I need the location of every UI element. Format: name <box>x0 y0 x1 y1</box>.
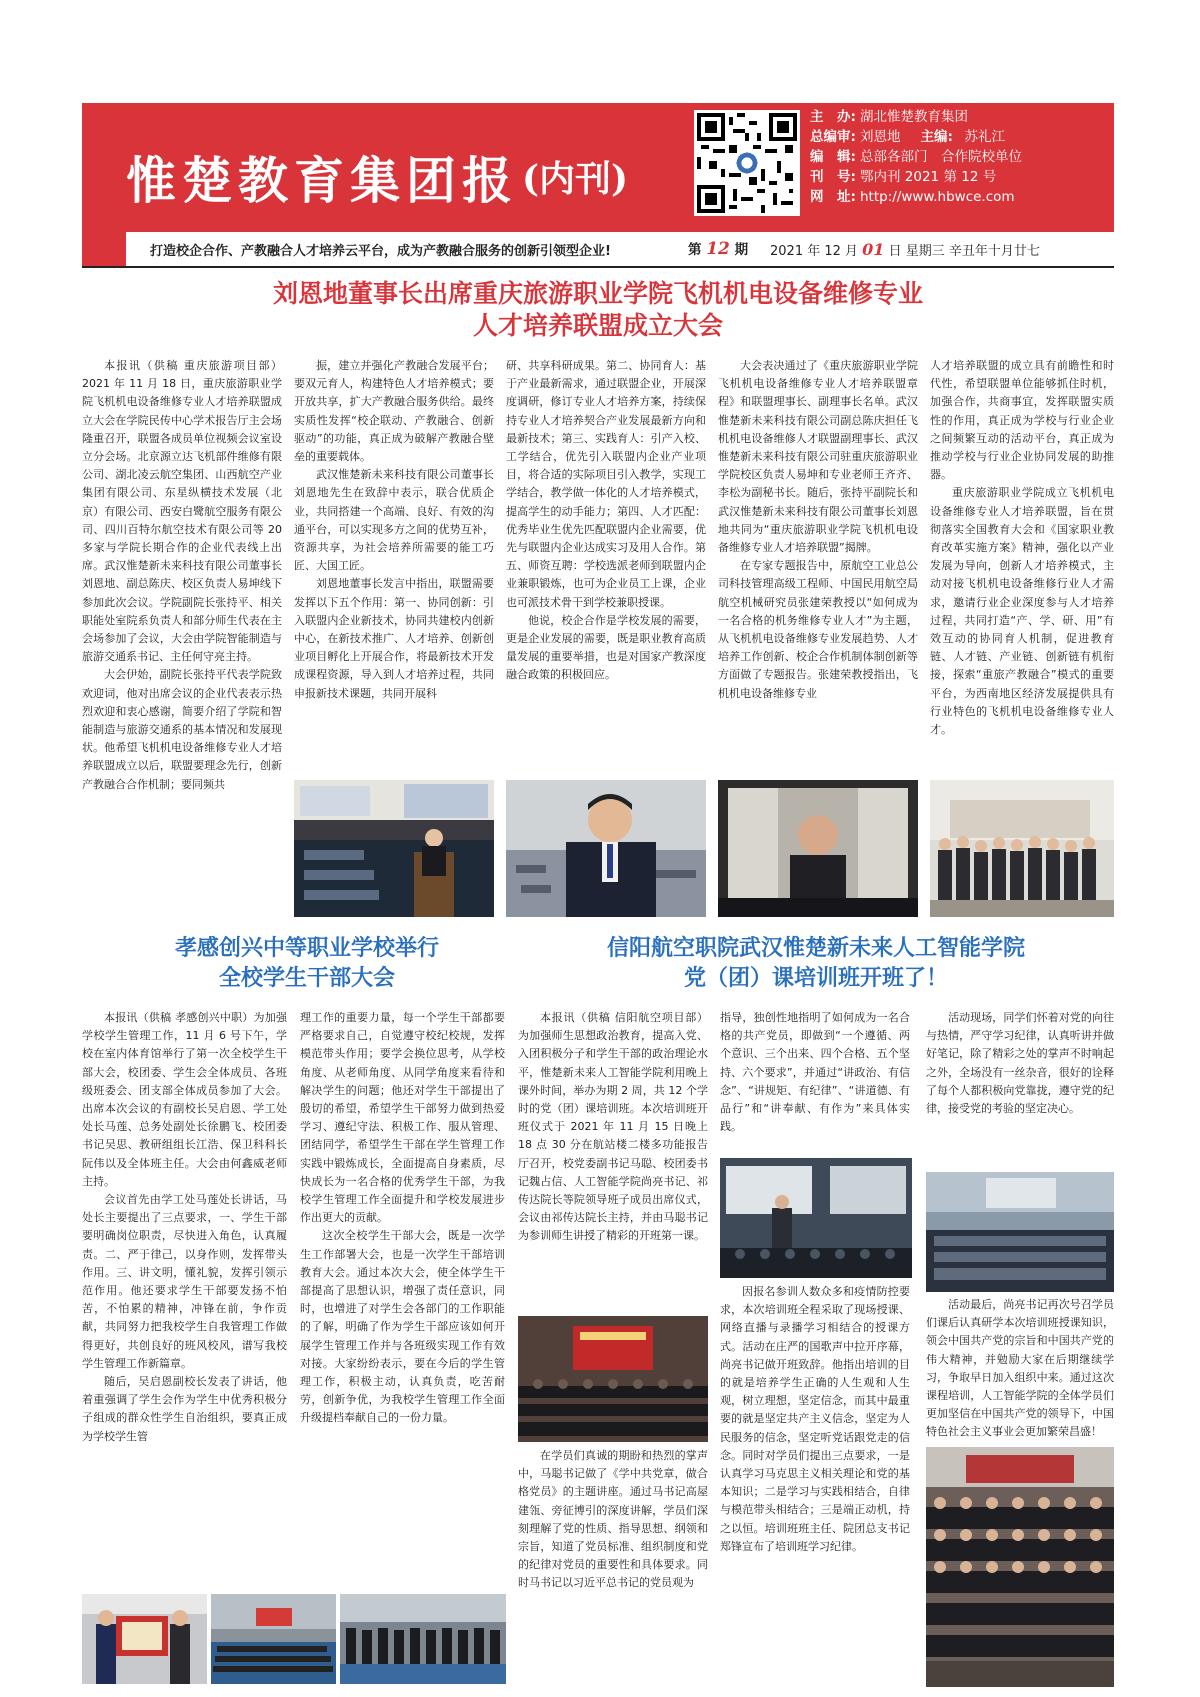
photo-speaker-at-podium <box>294 780 494 917</box>
newspaper-name: 惟楚教育集团报 <box>125 150 518 210</box>
photo-students-assembly <box>340 1594 506 1684</box>
issue-number: 第 12 期 <box>688 239 749 259</box>
article1-column-3: 研、共享科研成果。第二、协同育人：基于产业最新需求，通过联盟企业，开展深度调研，修订专业人才培养方案，持续保持专业人才培养契合产业发展最新方向和最新技术；第三、实践育人：引产入校、工学结合，优先引入联盟内企业产业项目，将合适的实际项目引入教学，实现工学结合，教学做一体化的人才培养模式，提高学生的动手能力；第四、人才匹配：优秀毕业生优先匹配联盟内企业需要，优先与联盟内企业达成实习及用人合作。第五、师资互聘：学校选派老师到联盟内企业兼职锻炼，也可为企业员工上课，企业也可派技术骨干到学校兼职授课。 他说，校企合作是学校发展的需要，更是企业发展的需要，既是职业教育高质量发展的重要举措，也是对国家产教深度融合政策的积极回应。 <box>506 359 706 682</box>
article2-column-1: 本报讯（供稿 孝感创兴中职）为加强学校学生管理工作，11 月 6 号下午，学校在室内体育馆举行了第一次全校学生干部大会，校团委、学生会全体成员、各班级班委会、团支部全体成员参加了大会。出席本次会议的有副校长吴启恩、学工处处长马莲、总务处副处长徐鹏飞、校团委书记吴思、教研组组长江浩、保卫科科长阮伟以及全体班主任。大会由何鑫威老师主持。 会议首先由学工处马莲处长讲话，马处长主要提出了三点要求，一、学生干部要明确岗位职责，尽快进入角色，认真履责。二、严于律己，以身作则，发挥带头作用。三、讲文明，懂礼貌，发挥引领示范作用。他还要求学生干部要发扬不怕苦，不怕累的精神，冲锋在前，争作贡献，共同努力把我校学生自我管理工作做得更好，共创良好的班风校风，谱写我校学生管理工作新篇章。 随后，吴启恩副校长发表了讲话，他着重强调了学生会作为学生中优秀积极分子组成的群众性学生自治组织，要真正成为学校学生管 <box>82 1011 287 1443</box>
article2-headline <box>82 934 532 994</box>
article3-headline <box>518 934 1114 994</box>
photo-classroom-audience <box>926 1447 1114 1687</box>
photo-man-in-suit-speaking <box>506 780 706 917</box>
article3-column-3-top: 活动现场，同学们怀着对党的向往与热情，严守学习纪律，认真听讲并做好笔记，除了精彩之处的掌声不时响起之外，全场没有一丝杂音，很好的诠释了每个人都积极向党靠拢，遵守党的纪律，接受党的考验的坚定决心。 <box>926 1011 1114 1116</box>
article1-column-4: 大会表决通过了《重庆旅游职业学院飞机机电设备维修专业人才培养联盟章程》和联盟理事长、副理事长名单。武汉惟楚新未来科技有限公司副总陈庆担任飞机机电设备维修人才联盟副理事长、武汉惟楚新未来科技有限公司驻重庆旅游职业学院校区负责人易坤和专业老师王齐齐、李松为副秘书长。随后，张持平副院长和武汉惟楚新未来科技有限公司董事长刘恩地共同为“重庆旅游职业学院飞机机电设备维修专业人才培养联盟”揭牌。 在专家专题报告中，原航空工业总公司科技管理高级工程师、中国民用航空局航空机械研究员张建荣教授以“如何成为一名合格的机务维修专业人才”为主题，从飞机机电设备维修专业发展趋势、人才培养工作创新、校企合作机制体制创新等方面做了专题报告。张建荣教授指出，飞机机电设备维修专业 <box>718 359 918 700</box>
photo-sports-hall-meeting <box>211 1594 336 1684</box>
article3-column-1-top: 本报讯（供稿 信阳航空项目部）为加强师生思想政治教育，提高入党、入团积极分子和学生干部的政治理论水平，惟楚新未来人工智能学院利用晚上课外时间，举办为期 2 周，共 12 个学时的党（团）课培训班。本次培训班开班仪式于 2021 年 11 月 15 日晚上 18 点 30 分在航站楼二楼多功能报告厅召开，校党委副书记马聪、校团委书记魏占信、人工智能学院尚亮书记、祁传达院长等院领导班子成员出席仪式，会议由祁传达院长主持，并由马聪书记为参训师生讲授了精彩的开班第一课。 <box>518 1011 708 1243</box>
article3-column-3-bottom: 活动最后，尚亮书记再次号召学员们课后认真研学本次培训班授课知识，领会中国共产党的宗旨和中国共产党的伟大精神，并勉励大家在后期继续学习，争取早日加入组织中来。通过这次课程培训，人工智能学院的全体学员们更加坚信在中国共产党的领导下，中国特色社会主义事业会更加繁荣昌盛！ <box>926 1298 1114 1439</box>
article3-title-line2: 党（团）课培训班开班了！ <box>683 966 948 991</box>
article2-title-line1: 孝感创兴中等职业学校举行 <box>174 936 439 961</box>
article1-column-5: 人才培养联盟的成立具有前瞻性和时代性，希望联盟单位能够抓住时机，加强合作，共商事宜，发挥联盟实质性的作用，真正成为学校与行业企业之间频繁互动的活动平台，真正成为推动学校与行业企业协同发展的助推器。 重庆旅游职业学院成立飞机机电设备维修专业人才培养联盟，旨在贯彻落实全国教育大会和《国家职业教育改革实施方案》精神，强化以产业发展为导向，创新人才培养模式，主动对接飞机机电设备维修行业人才需求，邀请行业企业深度参与人才培养过程，共同打造“产、学、研、用”有效互动的协同育人机制，促进教育链、人才链、产业链、创新链有机衔接，探索“重旅产教融合”模式的重要平台，为西南地区经济发展提供具有行业特色的飞机机电设备维修专业人才。 <box>930 359 1114 737</box>
slogan-text: 打造校企合作、产教融合人才培养云平台，成为产教融合服务的创新引领型企业! <box>150 244 611 259</box>
info-issue-number: 刊 号: 鄂内刊 2021 第 12 号 <box>810 169 997 185</box>
info-editor: 总编审: 刘恩地 主编: 苏礼江 <box>810 129 1005 145</box>
article3-column-2-bottom: 因报名参训人数众多和疫情防控要求，本次培训班全程采取了现场授课、网络直播与录播学习相结合的授课方式。活动在庄严的国歌声中拉开序幕，尚亮书记做开班致辞。他指出培训的目的就是培养学生正确的人生观和人生观，树立理想，坚定信念，而其中最重要的就是坚定共产主义信念，坚定为人民服务的信念，坚定听党话跟党走的信念。同时对学员们提出三点要求，一是认真学习马克思主义相关理论和党的基本知识；二是学习与实践相结合，自律与模范带头相结合；三是端正动机，持之以恒。培训班班主任、院团总支书记郑锋宣布了培训班学习纪律。 <box>720 1285 910 1553</box>
article1-title-line2: 人才培养联盟成立大会 <box>472 311 723 340</box>
info-website: 网 址: http://www.hbwce.com <box>810 189 1015 205</box>
article1-headline <box>82 278 1114 342</box>
photo-certificate-holders <box>82 1594 207 1684</box>
info-editing: 编 辑: 总部各部门 合作院校单位 <box>810 149 1022 165</box>
photo-group-ceremony <box>930 780 1114 917</box>
photo-lecture-stage-screen <box>720 1158 912 1278</box>
article1-column-2: 振，建立并强化产教融合发展平台；要双元育人，构建特色人才培养模式；要开放共享，扩大产教融合服务供给。最终实质性发挥“校企联动、产教融合、创新驱动”的功能，真正成为破解产教融合壁垒的重要载体。 武汉惟楚新未来科技有限公司董事长刘恩地先生在致辞中表示，联合优质企业，共同搭建一个高端、良好、有效的沟通平台，可以实现多方之间的优势互补，资源共享，为社会培养所需要的能工巧匠、大国工匠。 刘恩地董事长发言中指出，联盟需要发挥以下五个作用：第一、协同创新：引入联盟内企业新技术，协同共建校内创新中心，在新技术推广、人才培养、创新创业项目孵化上开展合作，将最新技术开发成课程资源，导入到人才培养过程，共同申报新技术课题，共同开展科 <box>294 359 494 700</box>
article2-column-2: 理工作的重要力量，每一个学生干部都要严格要求自己，自觉遵守校纪校规，发挥模范带头作用；要学会换位思考，从学校角度、从老师角度、从同学角度来看待和解决学生的问题；他还对学生干部提出了殷切的希望，希望学生干部努力做到热爱学习、遵纪守法、积极工作、服从管理、团结同学，希望学生干部在学生管理工作实践中锻炼成长，全面提高自身素质，尽快成长为一名合格的优秀学生干部，为我校学生管理工作全面提升和学校发展进步作出更大的贡献。 这次全校学生干部大会，既是一次学生工作部署大会，也是一次学生干部培训教育大会。通过本次大会，使全体学生干部提高了思想认识，增强了责任意识，同时，也增进了对学生会各部门的工作职能的了解，明确了作为学生干部应该如何开展学生管理工作并与各班级实现工作有效对接。大家纷纷表示，要在今后的学生管理工作，积极主动，认真负责，吃苦耐劳，创新争优，为我校学生管理工作全面升级提档奉献自己的一份力量。 <box>300 1011 505 1425</box>
photo-lecture-speaker <box>926 1172 1114 1292</box>
article1-column-1: 本报讯（供稿 重庆旅游项目部）2021 年 11 月 18 日，重庆旅游职业学院飞机机电设备维修专业人才培养联盟成立大会在学院民传中心学术报告厅主会场隆重召开，联盟各成员单位视频会议室设立分会场。北京源立达飞机部件维修有限公司、湖北凌云航空集团、山西航空产业集团有限公司、东星纵横技术发展（北京）有限公司、西安白鹭航空服务有限公司、四川百特尔航空技术有限公司等 20 多家与学院长期合作的企业代表线上出席。武汉惟楚新未来科技有限公司董事长刘恩地、副总陈庆、校区负责人易坤线下参加此次会议。学院副院长张持平、相关职能处室院系负责人和部分师生代表在主会场参加了会议，大会由学院智能制造与旅游交通系书记、主任何守亮主持。 大会伊始，副院长张持平代表学院致欢迎词，他对出席会议的企业代表表示热烈欢迎和衷心感谢，简要介绍了学院和智能制造与旅游交通系的基本情况和发展现状。他希望飞机机电设备维修专业人才培养联盟成立以后，联盟要理念先行，创新产教融合合作机制；要同频共 <box>82 359 282 791</box>
article3-column-1-bottom: 在学员们真诚的期盼和热烈的掌声中，马聪书记做了《学中共党章，做合格党员》的主题讲座。通过马书记高屋建瓴、旁征博引的深度讲解，学员们深刻理解了党的性质、指导思想、纲领和宗旨，知道了党员标准、组织制度和党的纪律对党员的重要性和具体要求。同时马书记以习近平总书记的党员观为 <box>518 1449 708 1590</box>
slogan-marker <box>82 232 126 266</box>
photo-video-conference-screen <box>718 780 918 917</box>
article2-title-line2: 全校学生干部大会 <box>218 966 395 991</box>
newspaper-subtitle: (内刊) <box>521 158 629 200</box>
photo-lecture-hall-audience <box>518 1316 708 1442</box>
qr-code-icon <box>694 110 800 216</box>
masthead-banner <box>82 103 1114 250</box>
issue-date: 2021 年 12 月 01 日 星期三 辛丑年十月廿七 <box>770 240 1040 259</box>
info-publisher: 主 办: 湖北惟楚教育集团 <box>810 109 968 125</box>
publication-info <box>810 107 1110 207</box>
newspaper-title <box>82 103 672 250</box>
article3-column-2-top: 指导，独创性地指明了如何成为一名合格的共产党员，即做到“一个遵循、两个意识、三个出来、四个合格、五个坚持、六个要求”，并通过“讲政治、有信念”、“讲规矩、有纪律”、“讲道德、有品行”和“讲奉献、有作为”来具体实践。 <box>720 1011 910 1134</box>
article3-title-line1: 信阳航空职院武汉惟楚新未来人工智能学院 <box>606 936 1025 961</box>
article1-title-line1: 刘恩地董事长出席重庆旅游职业学院飞机机电设备维修专业 <box>272 279 923 308</box>
